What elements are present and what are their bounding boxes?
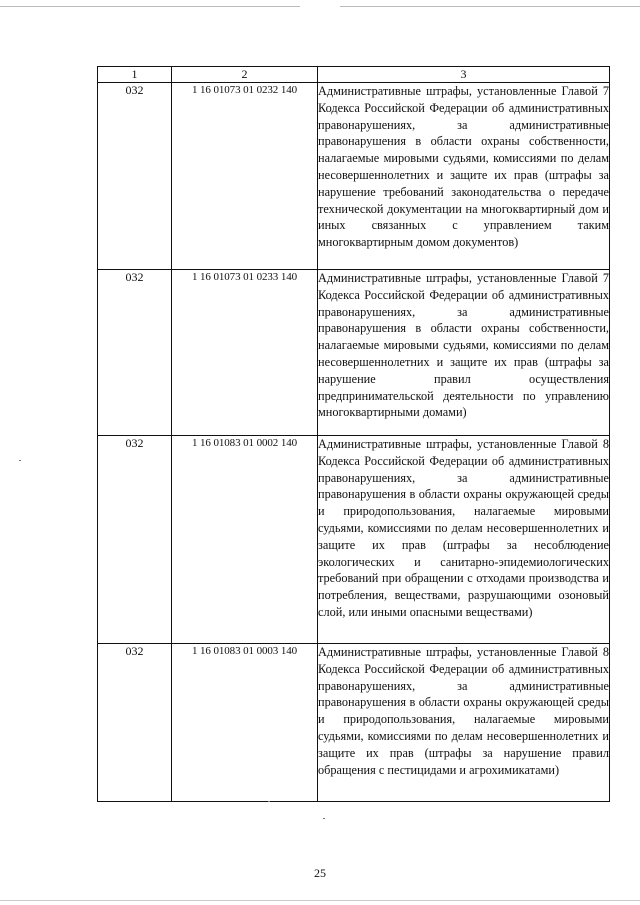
table-row	[98, 83, 610, 270]
table-header	[98, 67, 610, 83]
fine-description: Административные штрафы, установленные Главой 7 Кодекса Российской Федерации об административных правонарушениях, за административные правонарушения в области охраны собственности, налагаемые мировыми судьями, комиссиями по делам несовершеннолетних и защите их прав (штрафы за нарушение требований законодательства о передаче технической документации на многоквартирный дом и иных связанных с управлением таким многоквартирным домом документов)	[318, 83, 610, 270]
column-header-1: 1	[98, 67, 172, 83]
table-row	[98, 644, 610, 802]
budget-code: 1 16 01073 01 0233 140	[172, 270, 318, 436]
admin-code: 032	[98, 270, 172, 436]
admin-code: 032	[98, 436, 172, 644]
fine-description: Административные штрафы, установленные Главой 8 Кодекса Российской Федерации об административных правонарушениях, за административные правонарушения в области охраны окружающей среды и природопользования, налагаемые мировыми судьями, комиссиями по делам несовершеннолетних и защите их прав (штрафы за несоблюдение экологических и санитарно-эпидемиологических требований при обращении с отходами производства и потребления, веществами, разрушающими озоновый слой, или иными опасными веществами)	[318, 436, 610, 644]
column-header-3: 3	[318, 67, 610, 83]
fines-table	[97, 66, 610, 802]
scan-speck	[323, 818, 325, 819]
admin-code: 032	[98, 83, 172, 270]
fine-description: Административные штрафы, установленные Главой 8 Кодекса Российской Федерации об административных правонарушениях, за административные правонарушения в области охраны окружающей среды и природопользования, налагаемые мировыми судьями, комиссиями по делам несовершеннолетних и защите их прав (штрафы за нарушение правил обращения с пестицидами и агрохимикатами)	[318, 644, 610, 802]
budget-code: 1 16 01073 01 0232 140	[172, 83, 318, 270]
bottom-rule	[0, 900, 640, 901]
admin-code: 032	[98, 644, 172, 802]
top-rule	[0, 6, 300, 7]
table-row	[98, 270, 610, 436]
page-number: 25	[314, 866, 326, 880]
scan-speck	[19, 460, 21, 461]
fine-description: Административные штрафы, установленные Главой 7 Кодекса Российской Федерации об административных правонарушениях, за административные правонарушения в области охраны собственности, налагаемые мировыми судьями, комиссиями по делам несовершеннолетних и защите их прав (штрафы за нарушение правил осуществления предпринимательской деятельности по управлению многоквартирными домами)	[318, 270, 610, 436]
column-header-2: 2	[172, 67, 318, 83]
budget-code: 1 16 01083 01 0002 140	[172, 436, 318, 644]
scan-speck	[268, 801, 270, 802]
top-rule	[340, 6, 640, 7]
budget-code: 1 16 01083 01 0003 140	[172, 644, 318, 802]
table-row	[98, 436, 610, 644]
